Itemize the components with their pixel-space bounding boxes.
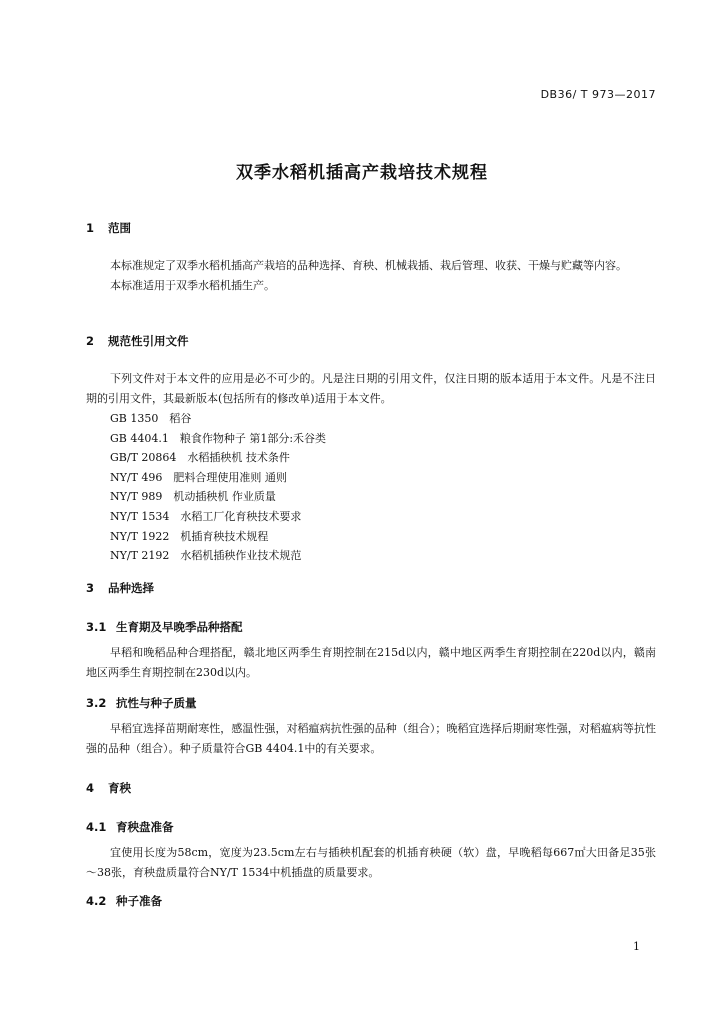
subsection-4-1-heading xyxy=(86,819,656,835)
paragraph: 早稻宜选择苗期耐寒性，感温性强，对稻瘟病抗性强的品种（组合）；晚稻宜选择后期耐寒性强，对稻瘟病等抗性强的品种（组合）。种子质量符合GB 4404.1中的有关要求。 xyxy=(86,722,656,755)
subsection-3-2-heading xyxy=(86,695,656,711)
paragraph: 下列文件对于本文件的应用是必不可少的。凡是注日期的引用文件，仅注日期的版本适用于本文件。凡是不注日期的引用文件，其最新版本(包括所有的修改单)适用于本文件。 xyxy=(86,372,656,405)
section-3-heading xyxy=(86,580,656,596)
reference-item: NY/T 1922 机插育秧技术规程 xyxy=(110,529,269,543)
subsection-title: 抗性与种子质量 xyxy=(116,696,197,710)
section-number: 1 xyxy=(86,221,95,235)
paragraph: 本标准适用于双季水稻机插生产。 xyxy=(110,279,275,292)
standard-code: DB36/ T 973—2017 xyxy=(540,88,656,101)
paragraph: 早稻和晚稻品种合理搭配，赣北地区两季生育期控制在215d以内，赣中地区两季生育期控制在220d以内，赣南地区两季生育期控制在230d以内。 xyxy=(86,646,656,679)
reference-item: GB 1350 稻谷 xyxy=(110,412,192,425)
subsection-3-1-heading xyxy=(86,619,656,635)
reference-item: NY/T 989 机动插秧机 作业质量 xyxy=(110,490,276,504)
section-1-body xyxy=(86,256,656,296)
document-title: 双季水稻机插高产栽培技术规程 xyxy=(236,163,488,183)
paragraph: 宜使用长度为58cm，宽度为23.5cm左右与插秧机配套的机插育秧硬（软）盘，早晚稻每667㎡大田备足35张～38张，育秧盘质量符合NY/T 1534中机插盘的质量要求。 xyxy=(86,846,656,879)
subsection-title: 生育期及早晚季品种搭配 xyxy=(116,620,243,634)
section-2-body xyxy=(86,369,656,566)
section-title: 育秧 xyxy=(108,781,131,795)
subsection-number: 4.2 xyxy=(86,894,107,908)
subsection-3-2-body xyxy=(86,719,656,759)
section-title: 范围 xyxy=(108,221,131,235)
subsection-4-1-body xyxy=(86,843,656,883)
section-title: 规范性引用文件 xyxy=(108,334,189,348)
section-number: 2 xyxy=(86,334,95,348)
reference-item: GB/T 20864 水稻插秧机 技术条件 xyxy=(110,451,290,465)
subsection-3-1-body xyxy=(86,643,656,683)
subsection-title: 种子准备 xyxy=(116,894,162,908)
subsection-number: 3.2 xyxy=(86,696,107,710)
section-4-heading xyxy=(86,780,656,796)
section-1-heading xyxy=(86,220,656,236)
section-number: 4 xyxy=(86,781,95,795)
section-2-heading xyxy=(86,333,656,349)
reference-item: NY/T 496 肥料合理使用准则 通则 xyxy=(110,470,287,484)
paragraph: 本标准规定了双季水稻机插高产栽培的品种选择、育秧、机械栽插、栽后管理、收获、干燥与贮藏等内容。 xyxy=(110,259,627,272)
subsection-title: 育秧盘准备 xyxy=(116,820,174,834)
reference-item: NY/T 1534 水稻工厂化育秧技术要求 xyxy=(110,509,302,523)
reference-item: NY/T 2192 水稻机插秧作业技术规范 xyxy=(110,549,302,563)
subsection-number: 3.1 xyxy=(86,620,107,634)
page-number: 1 xyxy=(633,940,640,953)
subsection-number: 4.1 xyxy=(86,820,107,834)
reference-item: GB 4404.1 粮食作物种子 第1部分:禾谷类 xyxy=(110,431,327,445)
subsection-4-2-heading xyxy=(86,893,656,909)
section-number: 3 xyxy=(86,581,95,595)
section-title: 品种选择 xyxy=(108,581,154,595)
